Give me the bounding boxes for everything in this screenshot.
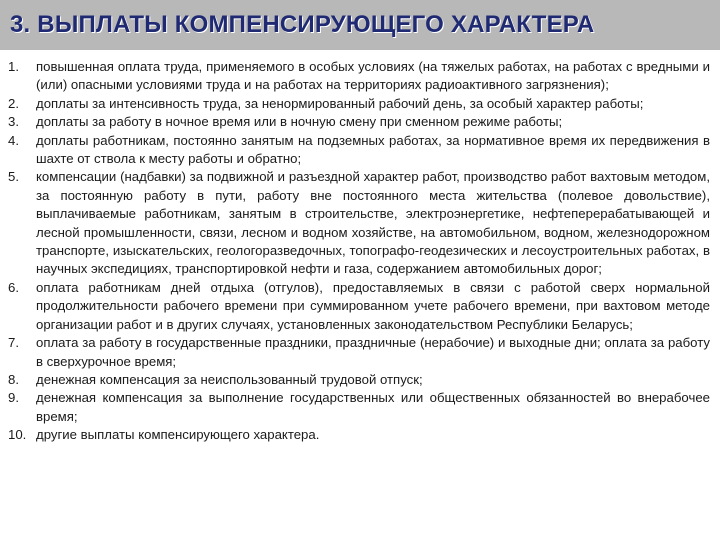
item-number: 2. <box>8 95 19 111</box>
list-item <box>0 58 720 95</box>
item-text: доплаты за работу в ночное время или в ночную смену при сменном режиме работы; <box>36 114 563 130</box>
page-title: 3. ВЫПЛАТЫ КОМПЕНСИРУЮЩЕГО ХАРАКТЕРА <box>10 11 595 38</box>
item-number: 7. <box>8 335 19 351</box>
list-item <box>0 389 720 426</box>
item-text: компенсации (надбавки) за подвижной и разъездной характер работ, производство работ вахтовым методом, за постоянную работу в пути, работу вне постоянного места жительства (полевое довольствие), выплачиваемые работникам, занятым в строительстве, электроэнергетике, нефтеперерабатывающей и лесной промышленности, связи, лесном и водном хозяйстве, на автомобильном, водном, железнодорожном транспорте, изыскательских, геологоразведочных, топографо-геодезических и лесоустроительных работах, в научных экспедициях, транспортировкой нефти и газа, содержанием автомобильных дорог; <box>36 169 710 277</box>
list-item <box>0 279 720 334</box>
item-text: доплаты работникам, постоянно занятым на подземных работах, за нормативное время их передвижения в шахте от ствола к месту работы и обратно; <box>36 132 710 167</box>
item-text: оплата работникам дней отдыха (отгулов), предоставляемых в связи с работой сверх нормальной продолжительности рабочего времени при суммированном учете рабочего времени, при вахтовом методе организации работ и в других случаях, установленных законодательством Республики Беларусь; <box>36 279 710 332</box>
item-text: другие выплаты компенсирующего характера. <box>36 427 320 443</box>
item-text: повышенная оплата труда, применяемого в особых условиях (на тяжелых работах, на работах с вредными и (или) опасными условиями труда и на работах на территориях радиоактивного загрязнения); <box>36 59 710 93</box>
list-item <box>0 371 720 389</box>
item-number: 10. <box>8 427 27 443</box>
list-item <box>0 168 720 278</box>
item-text: оплата за работу в государственные праздники, праздничные (нерабочие) и выходные дни; оплата за работу в сверхурочное время; <box>36 335 710 369</box>
item-number: 8. <box>8 371 19 387</box>
item-text: денежная компенсация за неиспользованный трудовой отпуск; <box>36 371 423 387</box>
item-number: 9. <box>8 390 19 406</box>
item-text: доплаты за интенсивность труда, за ненормированный рабочий день, за особый характер работы; <box>36 95 644 111</box>
list-item <box>0 334 720 371</box>
title-bar <box>0 0 720 50</box>
item-number: 1. <box>8 59 19 74</box>
compensation-list <box>0 58 720 445</box>
item-number: 5. <box>8 169 19 185</box>
item-number: 6. <box>8 279 19 295</box>
item-number: 4. <box>8 132 19 148</box>
list-item <box>0 132 720 169</box>
list-item <box>0 95 720 113</box>
item-number: 3. <box>8 114 19 130</box>
list-item <box>0 113 720 131</box>
item-text: денежная компенсация за выполнение государственных или общественных обязанностей во внерабочее время; <box>36 390 710 424</box>
list-item <box>0 426 720 444</box>
